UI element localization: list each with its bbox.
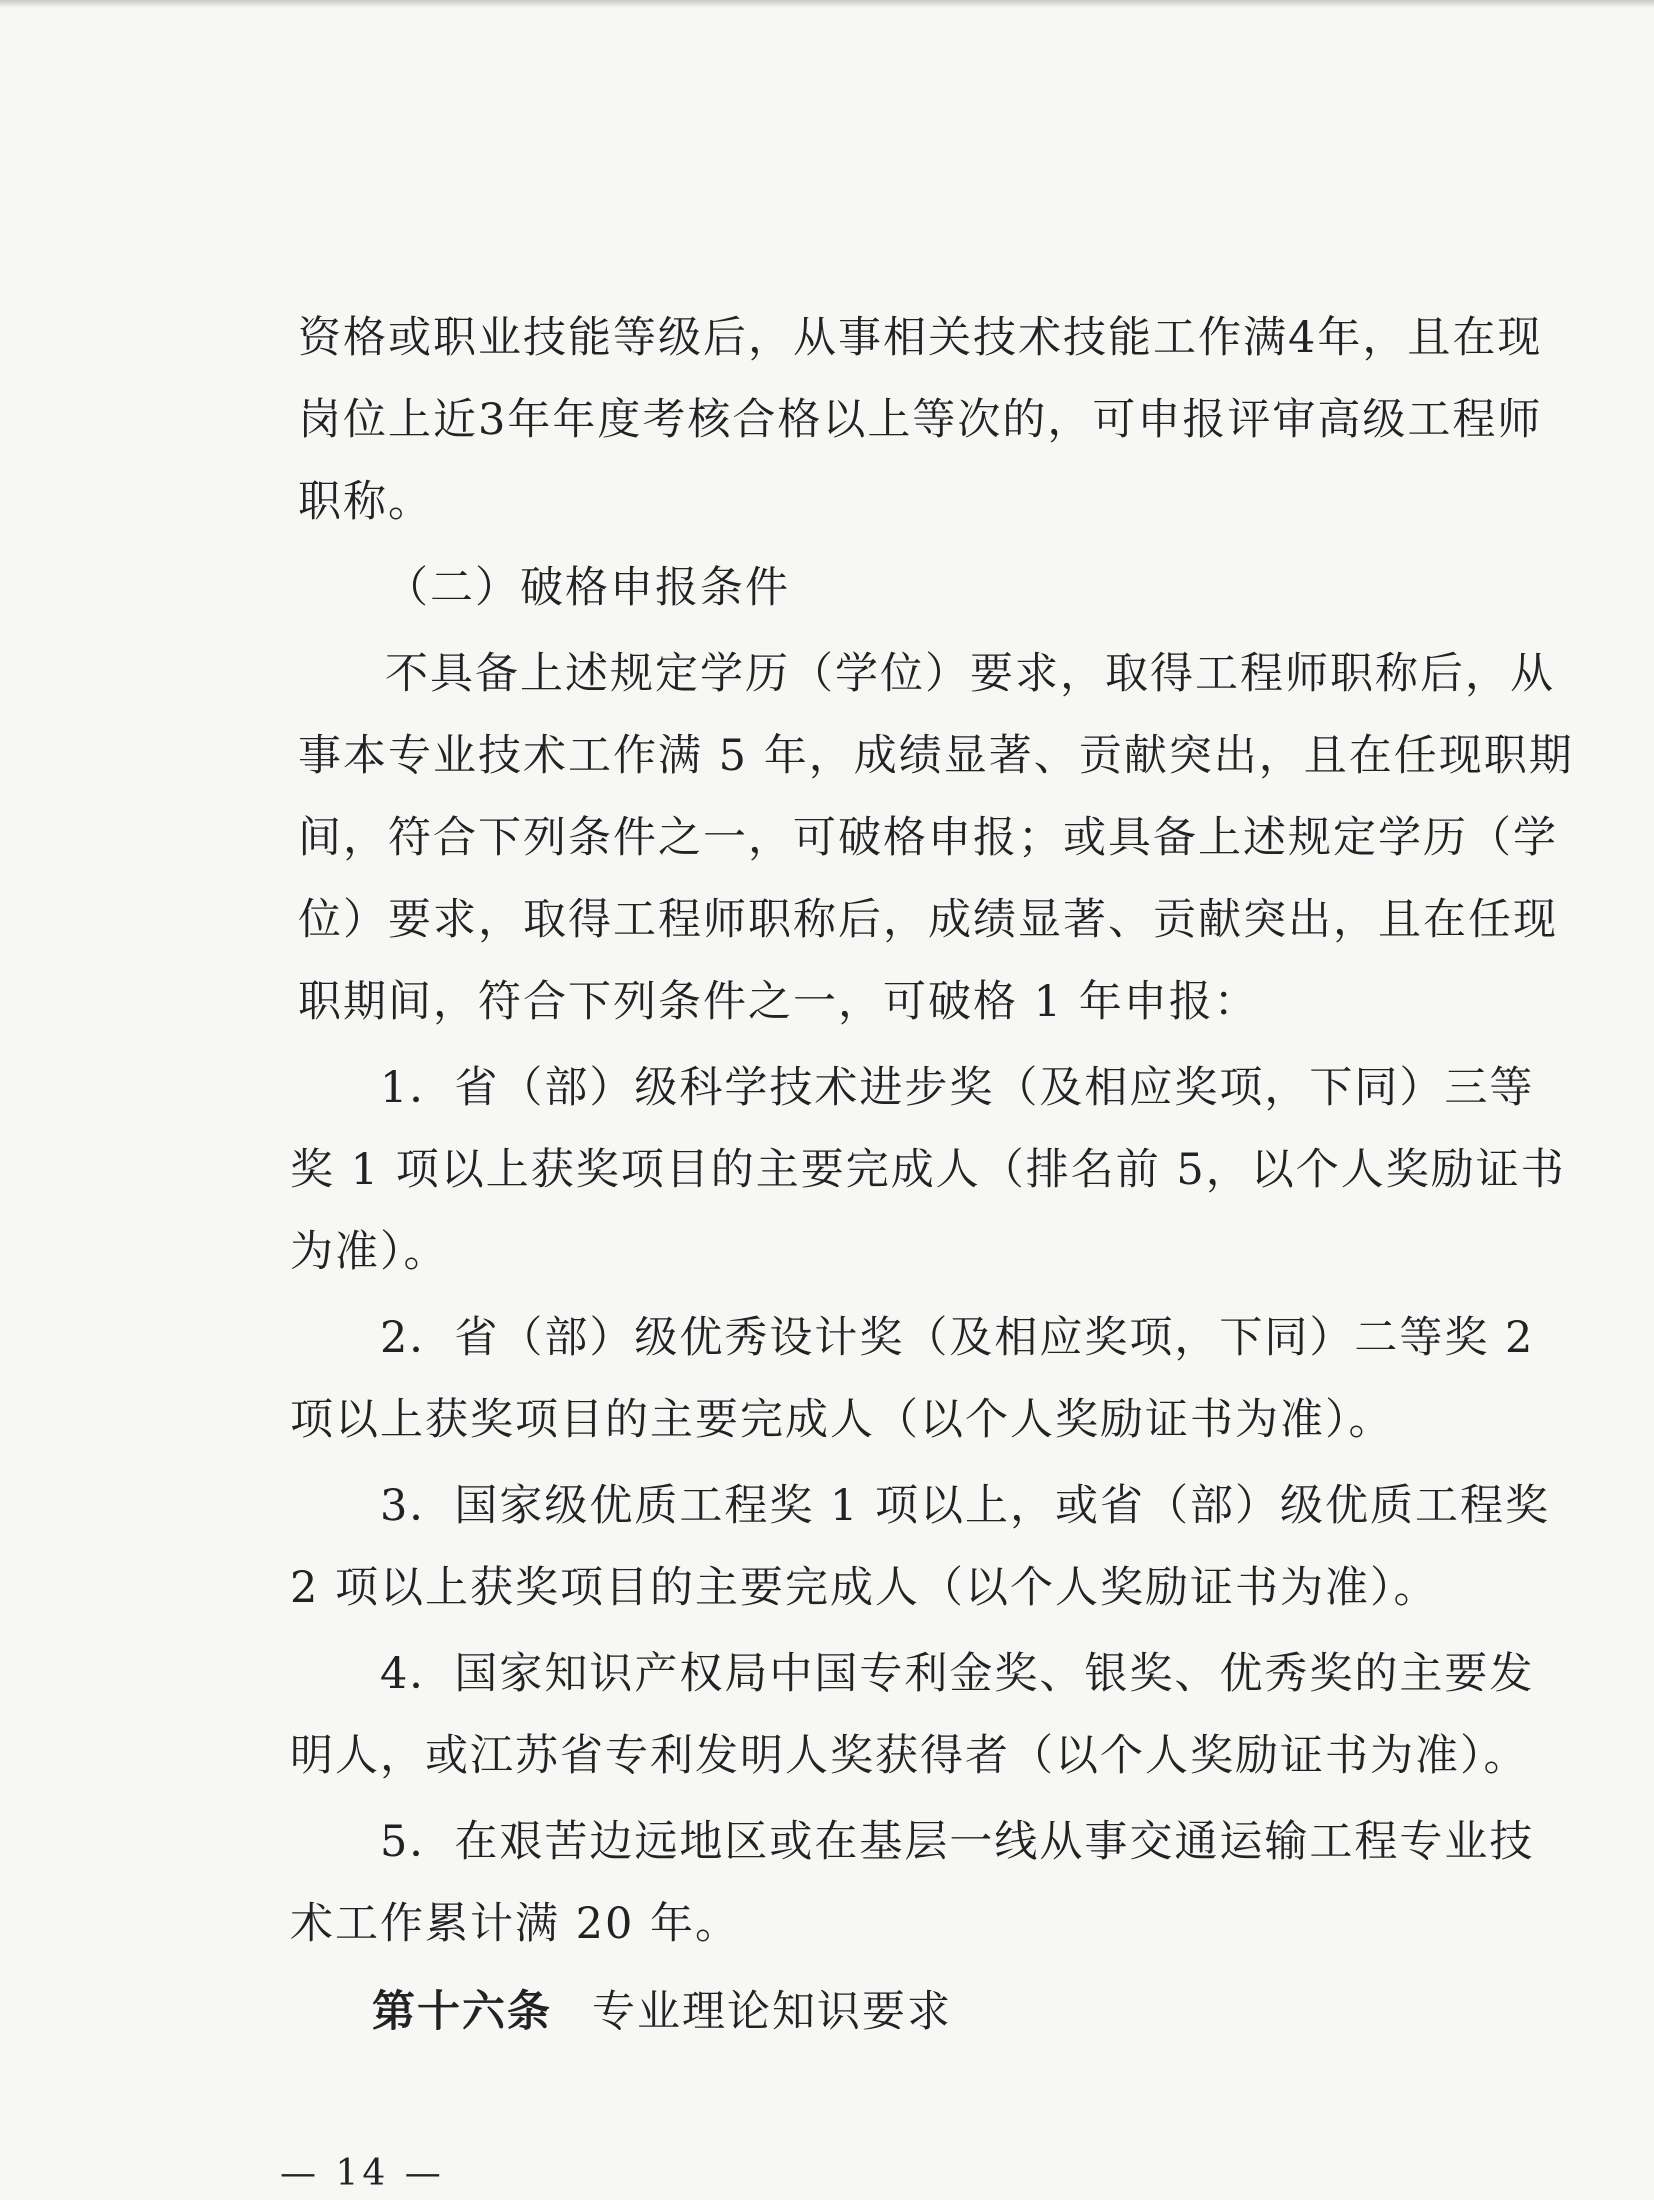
article-heading-label: 第十六条 <box>372 1987 552 2037</box>
list-item-4-line-2: 明人，或江苏省专利发明人奖获得者（以个人奖励证书为准）。 <box>290 1731 1529 1781</box>
page-number: — 14 — <box>280 2153 445 2194</box>
text-line-5: 不具备上述规定学历（学位）要求，取得工程师职称后，从 <box>385 649 1555 699</box>
text-line-6: 事本专业技术工作满 5 年，成绩显著、贡献突出，且在任现职期 <box>298 731 1574 781</box>
section-heading: （二）破格申报条件 <box>385 563 790 613</box>
article-heading <box>372 1982 952 2042</box>
scan-top-edge <box>0 0 1654 8</box>
text-line-1: 资格或职业技能等级后，从事相关技术技能工作满4年，且在现 <box>298 313 1543 363</box>
text-line-9: 职期间，符合下列条件之一，可破格 1 年申报： <box>298 977 1259 1027</box>
article-heading-title: 专业理论知识要求 <box>592 1987 952 2037</box>
text-line-8: 位）要求，取得工程师职称后，成绩显著、贡献突出，且在任现 <box>298 895 1558 945</box>
list-item-2-line-2: 项以上获奖项目的主要完成人（以个人奖励证书为准）。 <box>290 1395 1394 1445</box>
list-item-3-line-1: 3．国家级优质工程奖 1 项以上，或省（部）级优质工程奖 <box>380 1481 1551 1531</box>
text-line-3: 职称。 <box>298 477 433 527</box>
text-line-2: 岗位上近3年年度考核合格以上等次的，可申报评审高级工程师 <box>298 395 1543 445</box>
list-item-1-line-2: 奖 1 项以上获奖项目的主要完成人（排名前 5，以个人奖励证书 <box>290 1145 1566 1195</box>
list-item-4-line-1: 4．国家知识产权局中国专利金奖、银奖、优秀奖的主要发 <box>380 1649 1535 1699</box>
list-item-2-line-1: 2．省（部）级优秀设计奖（及相应奖项，下同）二等奖 2 <box>380 1313 1535 1363</box>
list-item-5-line-2: 术工作累计满 20 年。 <box>290 1899 741 1949</box>
list-item-3-line-2: 2 项以上获奖项目的主要完成人（以个人奖励证书为准）。 <box>290 1563 1439 1613</box>
list-item-5-line-1: 5．在艰苦边远地区或在基层一线从事交通运输工程专业技 <box>380 1817 1535 1867</box>
list-item-1-line-3: 为准）。 <box>290 1227 449 1277</box>
list-item-1-line-1: 1．省（部）级科学技术进步奖（及相应奖项，下同）三等 <box>380 1063 1535 1113</box>
text-line-7: 间，符合下列条件之一，可破格申报；或具备上述规定学历（学 <box>298 813 1558 863</box>
